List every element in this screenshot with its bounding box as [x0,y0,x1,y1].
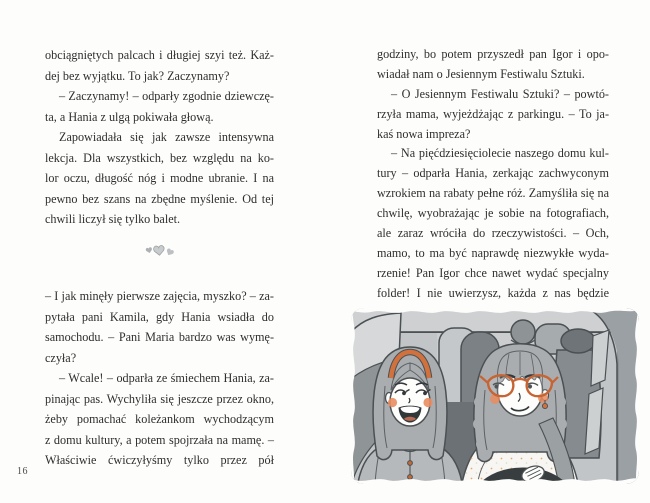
right-page-text-block [377,45,609,304]
text-line: pinając pas. Wychyliła się jeszcze przez okno, [45,391,274,406]
text-line: lekcja. Dla wszystkich, bez względu na ko- [45,150,274,165]
text-line: Właściwie ćwiczyłyśmy tylko przez pół [45,453,274,467]
text-line: – Wcale! – odparła ze śmiechem Hania, za- [59,371,274,385]
text-line: chwilę, wyobrażając je sobie na fotografiach, [377,206,609,221]
hair-bun [511,320,535,344]
text-line: – I jak minęły pierwsze zajęcia, myszko? – za- [45,289,274,303]
headrest-dark [561,329,595,353]
text-line: z domu kultury, a potem spojrzała na mamę. – [45,432,274,447]
text-line: obciągniętych palcach i długiej szyi też. Każ- [45,48,274,62]
text-line: rzenie! Pan Igor chce nawet wydać specjalny [377,265,609,280]
button [408,475,413,480]
text-line: ale zaraz wróciła do rzeczywistości. – Och, [377,226,609,241]
button [408,461,413,466]
text-line: żeby pomachać koleżankom wychodzącym [45,412,274,426]
page-number: 16 [17,466,28,477]
text-line: – Zaczynamy! – odparły zgodnie dziewczę- [59,89,274,103]
text-line: – O Jesiennym Festiwalu Sztuki? – powtó- [391,86,609,101]
text-line: mamo, to ma być naprawdę niezwykłe wyda- [377,245,609,260]
text-line: wiadał nam o Jesiennym Festiwalu Sztuki. [377,66,585,81]
text-line: folder! I nie uwierzysz, każda z nas będzie [377,285,609,300]
text-line: chwili liczył się tylko balet. [45,212,181,226]
blush [423,398,432,407]
earring [542,403,547,408]
text-line: czyła? [45,350,77,365]
text-line: lor oczu, długość nóg i modne ubranie. I na [45,171,274,185]
text-line: – Na pięćdziesięciolecie naszego domu kul- [391,146,609,161]
hearts-ornament-icon [143,241,179,261]
text-line: rzyła mama, wyjeżdżając z parkingu. – To ja- [377,106,609,121]
left-page-text-block-2 [45,286,274,471]
blush [388,398,397,407]
text-line: wzrokiem na rabaty pełne róż. Zamyśliła się na [377,186,609,201]
text-line: ta, a Hania z ulgą pokiwała głową. [45,109,214,124]
car-illustration [349,306,641,486]
text-line: dej bez wyjątku. To jak? Zaczynamy? [45,68,230,83]
left-page-text-block-1 [45,45,274,230]
text-line: tury – odparła Hania, zerkając zachwyconym [377,166,609,181]
text-line: godziny, bo potem przyszedł pan Igor i opo- [377,47,609,61]
text-line: kaś nowa impreza? [377,126,471,141]
text-line: Zapowiadała się jak zawsze intensywna [59,130,274,144]
text-line: pytała pani Kamila, gdy Hania wsiadła do [45,309,274,324]
text-line: samochodu. – Pani Maria bardzo was wymę- [45,330,274,344]
text-line: pewno bez szans na zbędne myślenie. Od tej [45,191,274,206]
